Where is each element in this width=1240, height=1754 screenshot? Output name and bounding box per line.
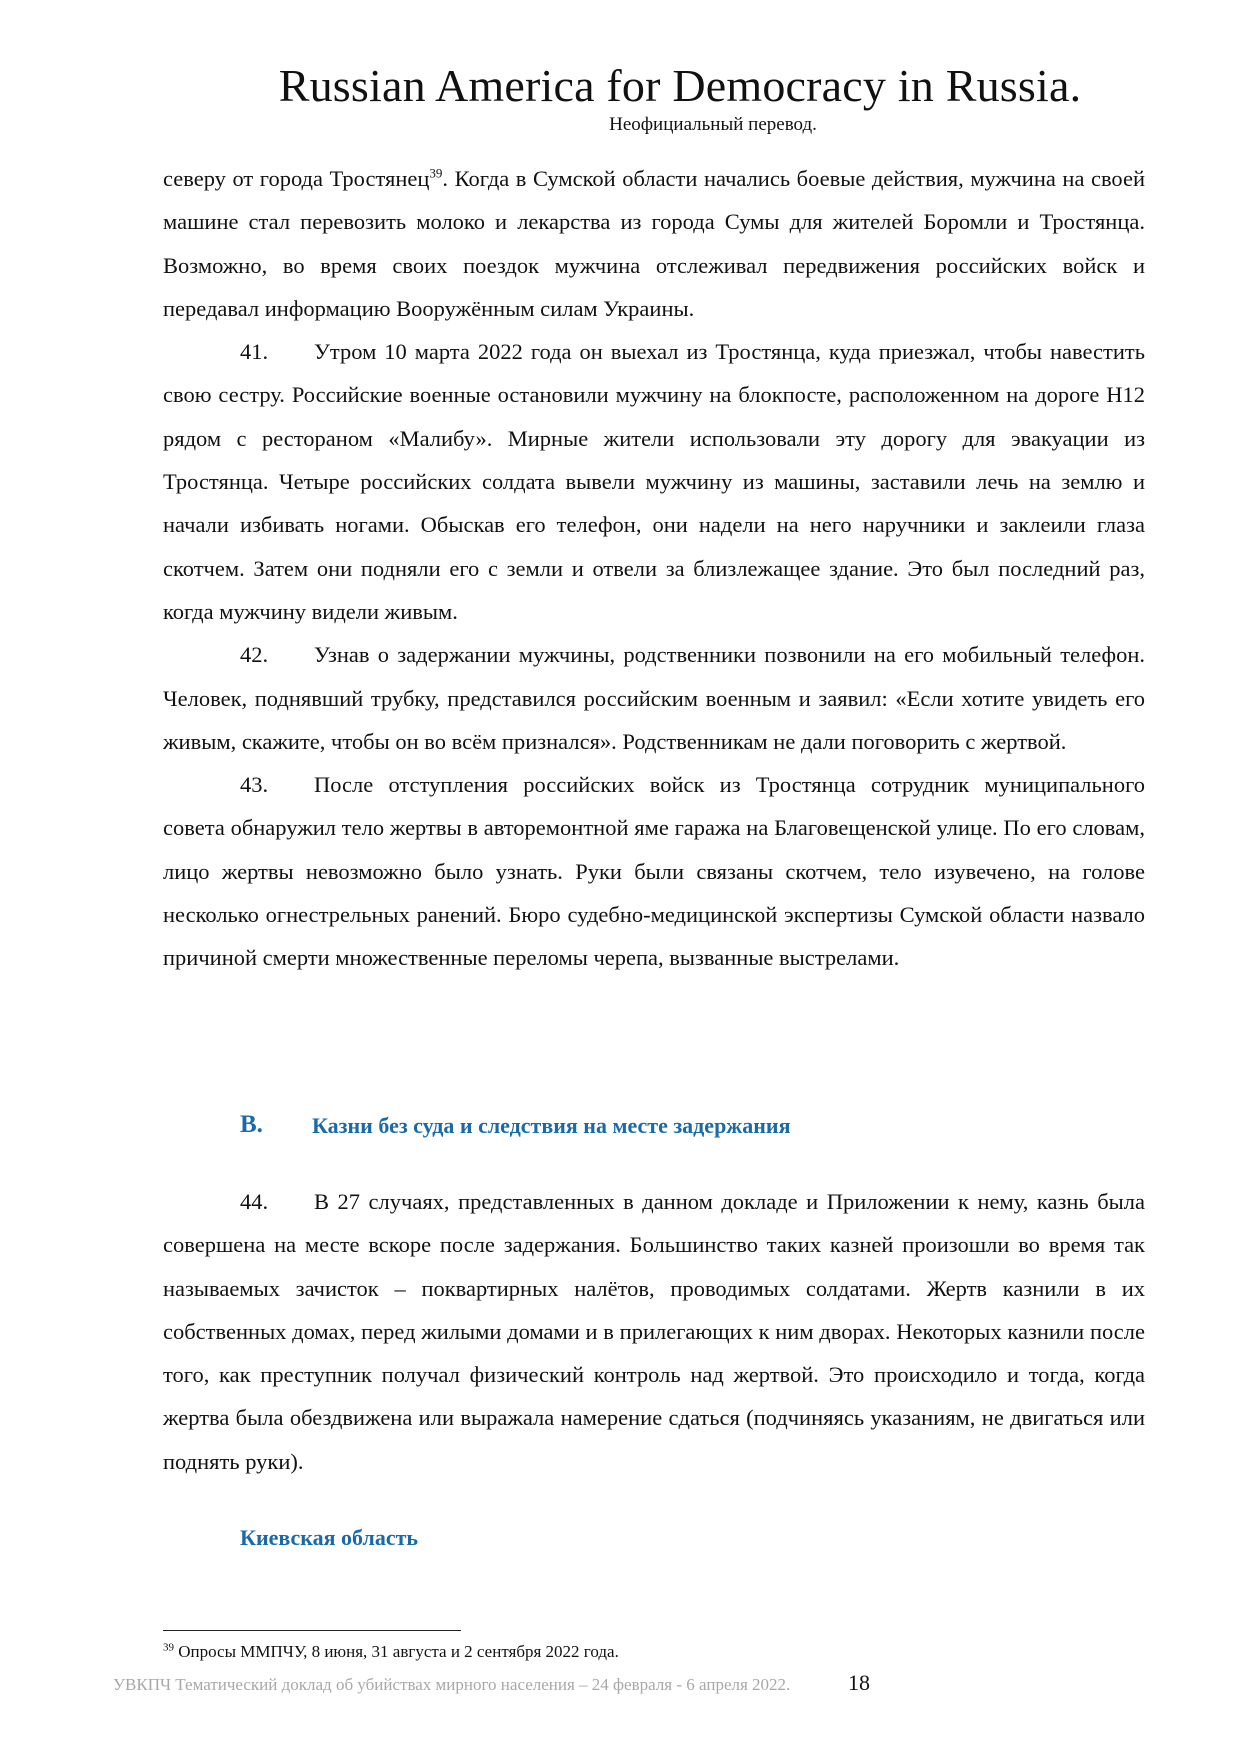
section-letter: B. [240,1111,263,1138]
paragraph-43 [163,763,1145,979]
paragraph-text: В 27 случаях, представленных в данном докладе и Приложении к нему, казнь была совершена на месте вскоре после задержания. Большинство таких казней произошли во время так называемых зачисток – поквартирных налётов, проводимых солдатами. Жертв казнили в их собственных домах, перед жилыми домами и в прилегающих к ним дворах. Некоторых казнили после того, как преступник получал физический контроль над жертвой. Это происходило и тогда, когда жертва была обездвижена или выражала намерение сдаться (подчиняясь указаниям, не двигаться или поднять руки). [163,1189,1145,1474]
footnote-ref[interactable]: 39 [429,165,443,181]
paragraph-number: 43. [240,772,269,798]
paragraph-44 [163,1180,1145,1483]
footnote-separator [163,1630,461,1631]
subsection-heading: Киевская область [240,1525,419,1550]
paragraph-40-continuation [163,157,1145,330]
paragraph-number: 44. [240,1189,269,1214]
paragraph-number: 42. [240,642,269,668]
footnote [163,1642,619,1662]
document-body-section-b [163,1180,1145,1483]
paragraph-text: Узнав о задержании мужчины, родственники позвонили на его мобильный телефон. Человек, поднявший трубку, представился российским военным и заявил: «Если хотите увидеть его живым, скажите, чтобы он во всём признался». Родственникам не дали поговорить с жертвой. [163,642,1145,754]
document-body [163,157,1145,980]
page-footer-text: УВКПЧ Тематический доклад об убийствах мирного населения – 24 февраля - 6 апреля 2022. [113,1675,791,1694]
paragraph-42 [163,633,1145,763]
paragraph-41 [163,330,1145,633]
document-header-title: Russian America for Democracy in Russia. [278,60,1082,111]
footnote-text: Опросы ММПЧУ, 8 июня, 31 августа и 2 сентября 2022 года. [178,1642,619,1661]
paragraph-text: северу от города Тростянец [163,166,430,191]
document-header-subtitle: Неофициальный перевод. [609,114,817,135]
paragraph-text: . Когда в Сумской области начались боевые действия, мужчина на своей машине стал перевозить молоко и лекарства из города Сумы для жителей Боромли и Тростянца. Возможно, во время своих поездок мужчина отслеживал передвижения российских войск и передавал информацию Вооружённым силам Украины. [163,166,1145,321]
paragraph-text: После отступления российских войск из Тростянца сотрудник муниципального совета обнаружил тело жертвы в авторемонтной яме гаража на Благовещенской улице. По его словам, лицо жертвы невозможно было узнать. Руки были связаны скотчем, тело изувечено, на голове несколько огнестрельных ранений. Бюро судебно-медицинской экспертизы Сумской области назвало причиной смерти множественные переломы черепа, вызванные выстрелами. [163,772,1145,971]
paragraph-number: 41. [240,339,269,365]
page-number: 18 [848,1670,870,1695]
section-title: Казни без суда и следствия на месте задержания [312,1113,791,1138]
footnote-number: 39 [163,1641,174,1654]
paragraph-text: Утром 10 марта 2022 года он выехал из Тростянца, куда приезжал, чтобы навестить свою сестру. Российские военные остановили мужчину на блокпосте, расположенном на дороге Н12 рядом с рестораном «Малибу». Мирные жители использовали эту дорогу для эвакуации из Тростянца. Четыре российских солдата вывели мужчину из машины, заставили лечь на землю и начали избивать ногами. Обыскав его телефон, они надели на него наручники и заклеили глаза скотчем. Затем они подняли его с земли и отвели за близлежащее здание. Это был последний раз, когда мужчину видели живым. [163,339,1145,624]
